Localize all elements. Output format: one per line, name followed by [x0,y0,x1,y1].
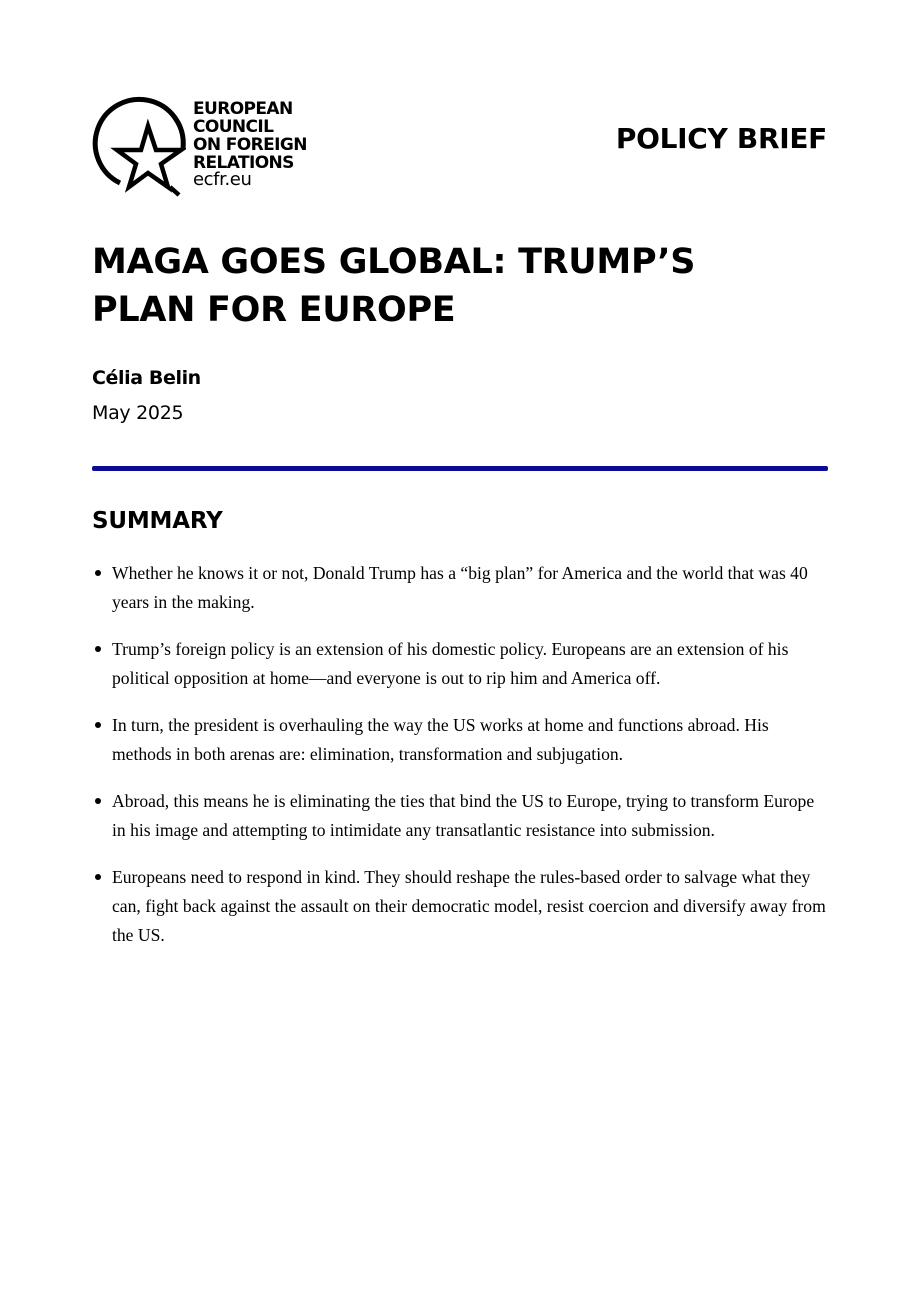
bullet-icon [95,874,101,880]
summary-item-text: Abroad, this means he is eliminating the ties that bind the US to Europe, trying to transform Europe in his image and attempting to intimidate any transatlantic resistance into submission. [112,791,815,840]
summary-list [92,559,828,968]
logo-line: COUNCIL [193,117,274,137]
logo-url: ecfr.eu [193,169,252,190]
publication-date: May 2025 [92,402,184,424]
summary-item-text: In turn, the president is overhauling the way the US works at home and functions abroad. His methods in both arenas are: elimination, transformation and subjugation. [112,715,769,764]
logo-wordmark [193,100,307,172]
author-name: Célia Belin [92,367,201,389]
section-divider [92,466,828,471]
bullet-icon [95,646,101,652]
ecfr-logo [90,90,320,200]
summary-item [92,635,828,693]
bullet-icon [95,798,101,804]
bullet-icon [95,722,101,728]
logo-line: EUROPEAN [193,99,293,119]
summary-item-text: Europeans need to respond in kind. They should reshape the rules-based order to salvage what they can, fight back against the assault on their democratic model, resist coercion and diversify away from the US. [112,867,826,945]
summary-item-text: Trump’s foreign policy is an extension of his domestic policy. Europeans are an extension of his political opposition at home—and everyone is out to rip him and America off. [112,639,789,688]
summary-item [92,787,828,845]
bullet-icon [95,570,101,576]
summary-item [92,863,828,950]
summary-item [92,559,828,617]
summary-heading: SUMMARY [92,508,223,534]
document-title: MAGA GOES GLOBAL: TRUMP’S PLAN FOR EUROPE [92,242,696,330]
document-type-label: POLICY BRIEF [615,122,827,155]
logo-line: ON FOREIGN [193,135,307,155]
circle-star-logo-icon [90,90,186,198]
summary-item-text: Whether he knows it or not, Donald Trump has a “big plan” for America and the world that was 40 years in the making. [112,563,808,612]
logo-line: RELATIONS [193,153,294,173]
summary-item [92,711,828,769]
